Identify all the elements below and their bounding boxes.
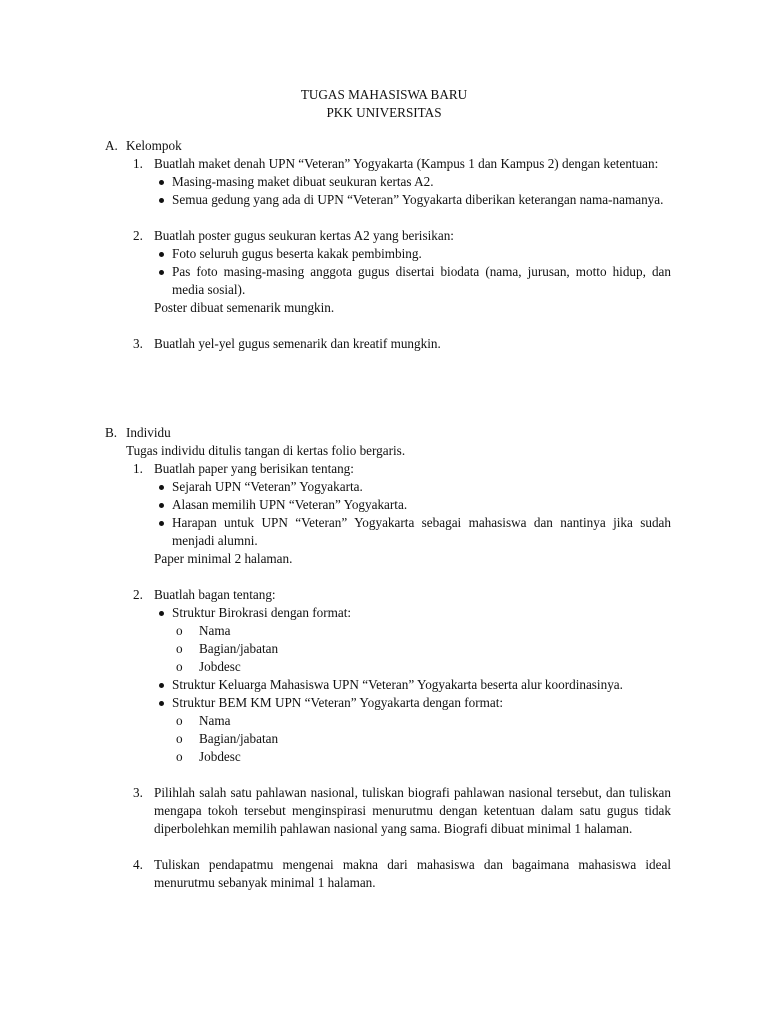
bullet-list [154, 245, 671, 299]
task-item [105, 586, 671, 766]
bullet-item: Struktur Keluarga Mahasiswa UPN “Veteran” Yogyakarta beserta alur koordinasinya. [154, 676, 671, 694]
sub-item-text: Nama [199, 623, 231, 638]
title-line-1: TUGAS MAHASISWA BARU [300, 87, 468, 102]
document-title [0, 86, 768, 122]
task-item [105, 784, 671, 838]
task-number: 1. [133, 156, 143, 171]
bullet-list [154, 478, 671, 550]
sub-list [172, 712, 671, 766]
circle-marker: o [176, 623, 183, 638]
bullet-item [154, 694, 671, 766]
bullet-item: Foto seluruh gugus beserta kakak pembimbing. [154, 245, 671, 263]
sub-item [172, 730, 671, 748]
circle-marker: o [176, 713, 183, 728]
task-number: 3. [133, 785, 143, 800]
task-note: Poster dibuat semenarik mungkin. [154, 300, 335, 315]
sub-list [172, 622, 671, 676]
task-item [105, 155, 671, 209]
bullet-item: Harapan untuk UPN “Veteran” Yogyakarta sebagai mahasiswa dan nantinya jika sudah menjadi alumni. [154, 514, 671, 550]
task-item [105, 856, 671, 892]
sub-item [172, 712, 671, 730]
task-item [105, 227, 671, 317]
task-text: Buatlah poster gugus seukuran kertas A2 yang berisikan: [154, 228, 454, 243]
bullet-list [154, 173, 671, 209]
section-individu [105, 424, 671, 892]
task-text: Buatlah paper yang berisikan tentang: [154, 461, 354, 476]
task-number: 4. [133, 857, 143, 872]
sub-item [172, 658, 671, 676]
section-title: Individu [126, 425, 171, 440]
sub-item-text: Bagian/jabatan [199, 731, 279, 746]
task-text: Buatlah bagan tentang: [154, 587, 276, 602]
task-item [105, 335, 671, 353]
circle-marker: o [176, 659, 183, 674]
sub-item-text: Jobdesc [199, 749, 241, 764]
bullet-list [154, 604, 671, 766]
section-heading [105, 424, 671, 442]
sub-item-text: Bagian/jabatan [199, 641, 279, 656]
section-note: Tugas individu ditulis tangan di kertas folio bergaris. [126, 443, 406, 458]
bullet-item [154, 604, 671, 676]
task-text: Buatlah maket denah UPN “Veteran” Yogyakarta (Kampus 1 dan Kampus 2) dengan ketentuan: [154, 156, 659, 171]
sub-item [172, 640, 671, 658]
circle-marker: o [176, 641, 183, 656]
section-heading [105, 137, 671, 155]
bullet-item: Masing-masing maket dibuat seukuran kertas A2. [154, 173, 671, 191]
bullet-item: Pas foto masing-masing anggota gugus disertai biodata (nama, jurusan, motto hidup, dan media sosial). [154, 263, 671, 299]
task-number: 1. [133, 461, 143, 476]
circle-marker: o [176, 749, 183, 764]
task-number: 2. [133, 587, 143, 602]
task-item [105, 460, 671, 568]
bullet-item: Alasan memilih UPN “Veteran” Yogyakarta. [154, 496, 671, 514]
section-letter: B. [105, 425, 118, 440]
task-text: Tuliskan pendapatmu mengenai makna dari mahasiswa dan bagaimana mahasiswa ideal menurutmu sebanyak minimal 1 halaman. [154, 857, 671, 890]
sub-item [172, 622, 671, 640]
bullet-item: Sejarah UPN “Veteran” Yogyakarta. [154, 478, 671, 496]
circle-marker: o [176, 731, 183, 746]
section-letter: A. [105, 138, 118, 153]
sub-item-text: Jobdesc [199, 659, 241, 674]
sub-item-text: Nama [199, 713, 231, 728]
task-text: Pilihlah salah satu pahlawan nasional, tuliskan biografi pahlawan nasional tersebut, dan tuliskan mengapa tokoh tersebut menginspirasi menurutmu dengan ketentuan dalam satu gugus tidak diperbolehkan memilih pahlawan nasional yang sama. Biografi dibuat minimal 1 halaman. [154, 785, 671, 836]
bullet-item: Semua gedung yang ada di UPN “Veteran” Yogyakarta diberikan keterangan nama-namanya. [154, 191, 671, 209]
bullet-text: Struktur BEM KM UPN “Veteran” Yogyakarta dengan format: [172, 695, 504, 710]
task-number: 2. [133, 228, 143, 243]
bullet-text: Struktur Birokrasi dengan format: [172, 605, 352, 620]
sub-item [172, 748, 671, 766]
task-number: 3. [133, 336, 143, 351]
task-text: Buatlah yel-yel gugus semenarik dan kreatif mungkin. [154, 336, 441, 351]
task-note: Paper minimal 2 halaman. [154, 551, 293, 566]
section-title: Kelompok [126, 138, 182, 153]
title-line-2: PKK UNIVERSITAS [326, 105, 442, 120]
section-kelompok [105, 137, 671, 353]
